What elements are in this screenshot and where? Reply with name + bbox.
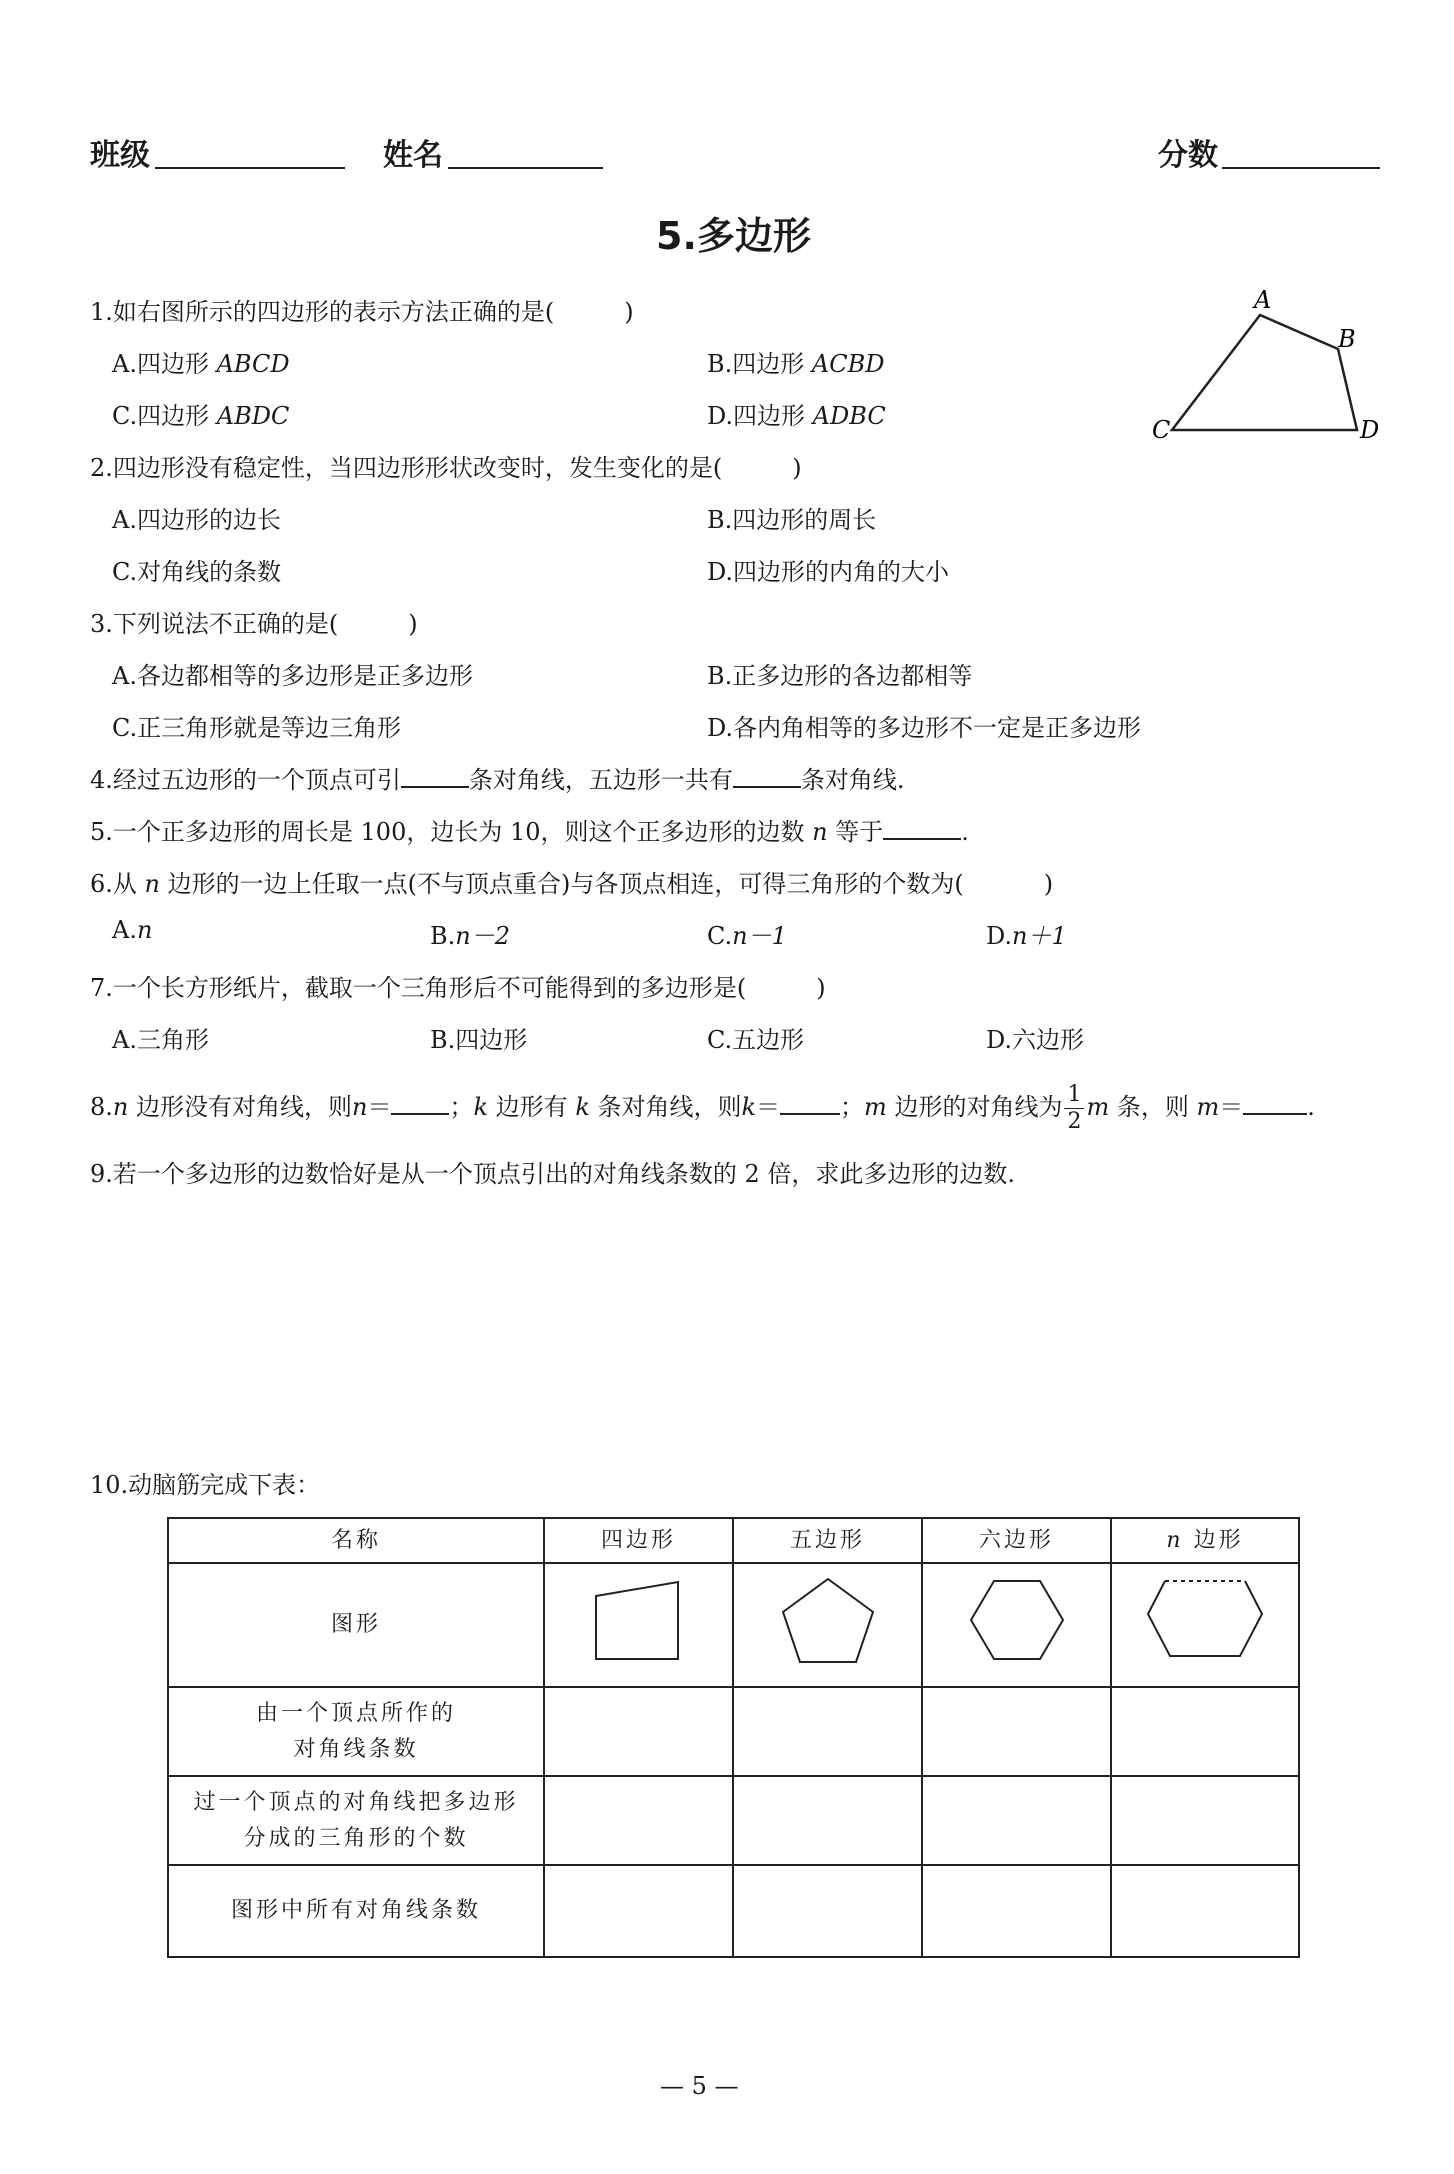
quadrilateral-figure: [1150, 285, 1400, 445]
q5-text: 5.一个正多边形的周长是 100，边长为 10，则这个正多边形的边数 n 等于 .: [90, 812, 969, 847]
table-header-pentagon: 五边形: [733, 1518, 922, 1563]
q4-blank-2[interactable]: [733, 762, 801, 788]
answer-cell[interactable]: [544, 1776, 733, 1865]
vertex-label-c: C: [1152, 416, 1171, 444]
q5-blank[interactable]: [883, 814, 961, 840]
vertex-label-b: B: [1338, 325, 1356, 353]
q6-stem: 6.从 n 边形的一边上任取一点(不与顶点重合)与各顶点相连，可得三角形的个数为( ): [90, 870, 1054, 898]
q8-text: 8.n 边形没有对角线，则n＝ ；k 边形有 k 条对角线，则k＝ ；m 边形的对角线为 $\frac{1}{2}$ m 条，则 m＝ .: [90, 1082, 1315, 1134]
q8-blank-n[interactable]: [391, 1089, 449, 1115]
q1-option-a[interactable]: A.四边形 ABCD: [112, 350, 290, 378]
q1-option-c[interactable]: C.四边形 ABDC: [112, 402, 290, 430]
answer-cell[interactable]: [544, 1687, 733, 1776]
answer-cell[interactable]: [922, 1687, 1111, 1776]
answer-cell[interactable]: [1111, 1776, 1299, 1865]
q3-stem: 3.下列说法不正确的是( ): [90, 610, 418, 638]
q9-text: 9.若一个多边形的边数恰好是从一个顶点引出的对角线条数的 2 倍，求此多边形的边数.: [90, 1160, 1016, 1188]
quadrilateral-icon: [584, 1569, 694, 1669]
vertex-label-a: A: [1254, 286, 1272, 314]
answer-cell[interactable]: [733, 1776, 922, 1865]
q1-option-b[interactable]: B.四边形 ACBD: [707, 350, 885, 378]
q2-option-b[interactable]: B.四边形的周长: [707, 506, 877, 534]
score-blank[interactable]: [1222, 167, 1380, 169]
q7-option-c[interactable]: C.五边形: [707, 1026, 805, 1054]
q6-option-a[interactable]: A.n: [112, 916, 153, 944]
page-title: 5.多边形: [656, 214, 811, 258]
table-row-diagonals-from-vertex: [168, 1687, 1299, 1776]
q3-option-a[interactable]: A.各边都相等的多边形是正多边形: [112, 662, 473, 690]
q7-option-b[interactable]: B.四边形: [430, 1026, 528, 1054]
q10-intro: 10.动脑筋完成下表：: [90, 1471, 321, 1499]
quadrilateral-shape: [1172, 315, 1357, 430]
q3-option-c[interactable]: C.正三角形就是等边三角形: [112, 714, 402, 742]
q1-option-d[interactable]: D.四边形 ADBC: [707, 402, 886, 430]
score-label: 分数: [1158, 138, 1218, 173]
q1-stem: 1.如右图所示的四边形的表示方法正确的是( ): [90, 298, 634, 326]
class-label: 班级: [90, 138, 150, 173]
polygon-table: [167, 1517, 1300, 1958]
q8-blank-k[interactable]: [780, 1089, 840, 1115]
q9-answer-area[interactable]: [90, 1200, 1370, 1450]
n-gon-icon: [1140, 1569, 1270, 1669]
answer-cell[interactable]: [544, 1865, 733, 1957]
q3-option-d[interactable]: D.各内角相等的多边形不一定是正多边形: [707, 714, 1142, 742]
hexagon-icon: [962, 1569, 1072, 1669]
name-label: 姓名: [383, 138, 443, 173]
pentagon-icon: [773, 1569, 883, 1669]
q8-blank-m[interactable]: [1243, 1089, 1307, 1115]
q6-option-b[interactable]: B.n－2: [430, 922, 510, 950]
row-label-figure: 图形: [168, 1563, 544, 1687]
n-gon-shape-cell: [1111, 1563, 1299, 1687]
q2-option-c[interactable]: C.对角线的条数: [112, 558, 282, 586]
answer-cell[interactable]: [733, 1687, 922, 1776]
row-label-triangles: 过一个顶点的对角线把多边形 分成的三角形的个数: [168, 1776, 544, 1865]
table-row-triangles: [168, 1776, 1299, 1865]
table-header-name: 名称: [168, 1518, 544, 1563]
answer-cell[interactable]: [1111, 1865, 1299, 1957]
q6-option-c[interactable]: C.n－1: [707, 922, 787, 950]
hexagon-shape-cell: [922, 1563, 1111, 1687]
q3-option-b[interactable]: B.正多边形的各边都相等: [707, 662, 973, 690]
answer-cell[interactable]: [922, 1776, 1111, 1865]
answer-cell[interactable]: [922, 1865, 1111, 1957]
vertex-label-d: D: [1360, 416, 1380, 444]
q2-option-d[interactable]: D.四边形的内角的大小: [707, 558, 950, 586]
table-header-quadrilateral: 四边形: [544, 1518, 733, 1563]
table-header-row: [168, 1518, 1299, 1563]
q2-stem: 2.四边形没有稳定性，当四边形形状改变时，发生变化的是( ): [90, 454, 802, 482]
quadrilateral-shape-cell: [544, 1563, 733, 1687]
class-blank[interactable]: [155, 167, 345, 169]
row-label-diagonals-from-vertex: 由一个顶点所作的 对角线条数: [168, 1687, 544, 1776]
q7-option-d[interactable]: D.六边形: [986, 1026, 1085, 1054]
answer-cell[interactable]: [733, 1865, 922, 1957]
name-blank[interactable]: [448, 167, 603, 169]
q4-blank-1[interactable]: [401, 762, 469, 788]
table-header-n-gon: n 边形: [1111, 1518, 1299, 1563]
row-label-total-diagonals: 图形中所有对角线条数: [168, 1865, 544, 1957]
pentagon-shape-cell: [733, 1563, 922, 1687]
fraction-one-half: $\frac{1}{2}$: [1064, 1084, 1084, 1133]
q6-option-d[interactable]: D.n＋1: [986, 922, 1067, 950]
table-row-total-diagonals: [168, 1865, 1299, 1957]
table-row-figure: [168, 1563, 1299, 1687]
q7-stem: 7.一个长方形纸片，截取一个三角形后不可能得到的多边形是( ): [90, 974, 826, 1002]
table-header-hexagon: 六边形: [922, 1518, 1111, 1563]
q7-option-a[interactable]: A.三角形: [112, 1026, 209, 1054]
page-number: — 5 —: [660, 2072, 739, 2100]
q4-text: 4.经过五边形的一个顶点可引 条对角线，五边形一共有 条对角线.: [90, 760, 905, 795]
answer-cell[interactable]: [1111, 1687, 1299, 1776]
q2-option-a[interactable]: A.四边形的边长: [112, 506, 281, 534]
